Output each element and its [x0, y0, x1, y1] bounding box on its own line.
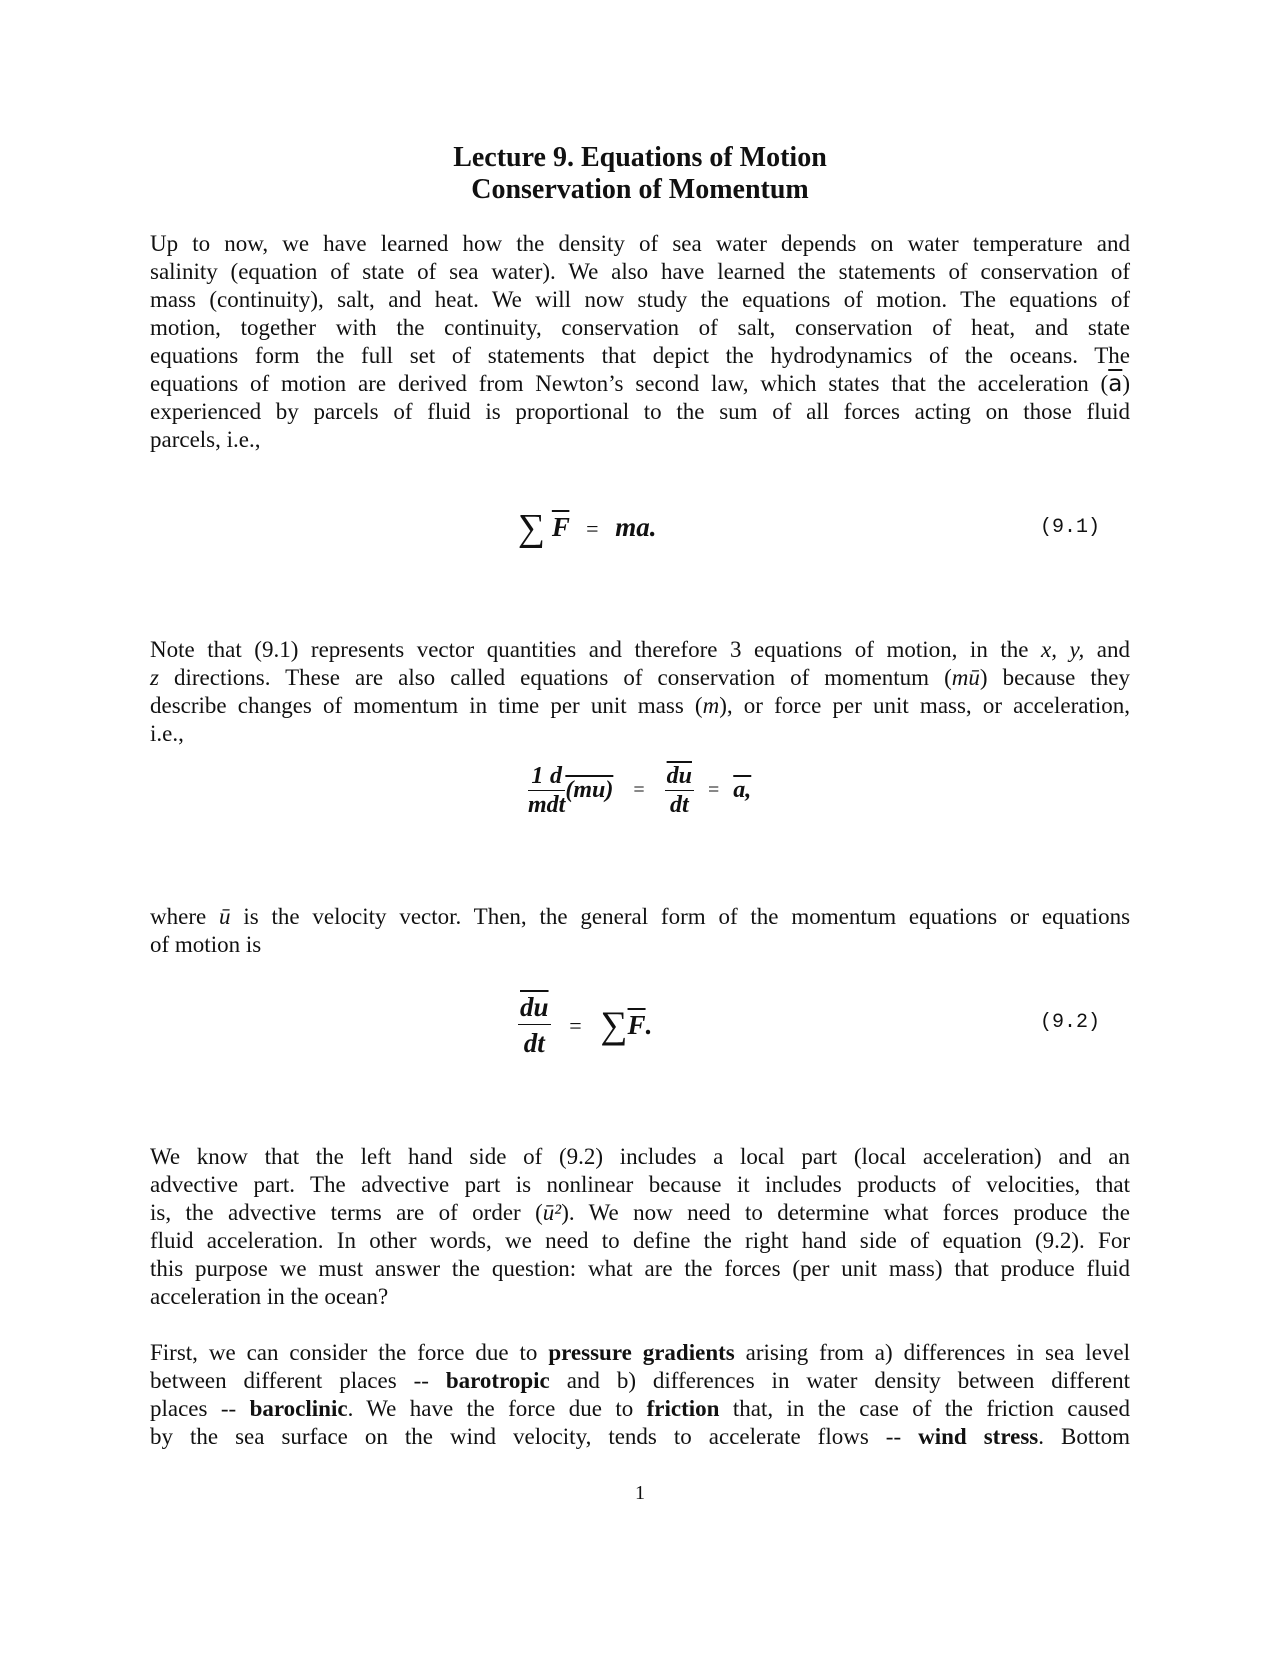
forces-text: . We have the force due to	[347, 1396, 634, 1421]
du-over-dt	[665, 762, 694, 819]
momentum-term: (mu)	[565, 777, 614, 803]
acceleration-symbol: $\overline{a}$	[1108, 371, 1123, 397]
advective-paragraph	[150, 1143, 1130, 1311]
note-text: i.e.,	[150, 721, 184, 746]
page-number: 1	[635, 1482, 645, 1504]
equation-number-9-1: (9.1)	[1040, 516, 1101, 539]
note-text: ), or force per unit mass, or acceleration,	[719, 693, 1130, 718]
equals-sign: =	[586, 516, 599, 541]
equation-9-1	[518, 506, 657, 550]
intro-line: mass (continuity), salt, and heat. We will now study the equations of motion. The equations of	[150, 287, 1130, 312]
advective-text: We know that the left hand side of (9.2) includes a local part (local acceleration) and an	[150, 1144, 1130, 1169]
forces-text: places --	[150, 1396, 237, 1421]
advective-text: ). We now need to determine what forces produce the	[561, 1200, 1130, 1225]
term-wind-stress: wind stress	[918, 1424, 1039, 1449]
intro-line: motion, together with the continuity, conservation of salt, conservation of heat, and state	[150, 315, 1130, 340]
mass-acceleration: ma.	[615, 512, 657, 542]
sum-symbol: ∑	[600, 1004, 628, 1047]
note-italic: x, y,	[1041, 637, 1085, 662]
equation-9-2	[518, 990, 652, 1061]
equation-number-9-2: (9.2)	[1040, 1011, 1101, 1034]
advective-text: is, the advective terms are of order (	[150, 1200, 543, 1225]
force-symbol: $\overline{F}$	[627, 1010, 646, 1040]
d-over-dt	[547, 762, 566, 819]
advective-text: fluid acceleration. In other words, we need to define the right hand side of equation (9.2). For	[150, 1228, 1130, 1253]
term-baroclinic: baroclinic	[249, 1396, 348, 1421]
denominator: dt	[523, 1028, 545, 1058]
du-over-dt	[518, 990, 551, 1061]
one-over-m	[528, 762, 547, 819]
equals-sign: =	[633, 779, 645, 801]
intro-line: Up to now, we have learned how the density of sea water depends on water temperature and	[150, 231, 1130, 256]
forces-text: and b) differences in water density between different	[566, 1368, 1131, 1393]
velocity-paragraph	[150, 903, 1130, 959]
numerator: 1	[528, 762, 547, 791]
note-text: directions. These are also called equations of conservation of momentum (	[174, 665, 952, 690]
note-paragraph	[150, 636, 1130, 748]
intro-line: parcels, i.e.,	[150, 427, 261, 452]
period: .	[645, 1010, 653, 1040]
accel-close-paren: )	[1122, 371, 1130, 396]
intro-line: equations of motion are derived from Newton’s second law, which states that the acceleration (	[150, 371, 1109, 396]
momentum-symbol: mū	[951, 665, 980, 690]
forces-paragraph	[150, 1339, 1130, 1451]
note-text: Note that (9.1) represents vector quantities and therefore 3 equations of motion, in the	[150, 637, 1029, 662]
forces-text: that, in the case of the friction caused	[732, 1396, 1130, 1421]
intro-paragraph	[150, 230, 1130, 454]
numerator: $\overline{du}$	[518, 990, 551, 1025]
mass-symbol: m	[702, 693, 720, 718]
momentum-equation	[528, 762, 751, 819]
velocity-text: where	[150, 904, 207, 929]
forces-text: arising from a) differences in sea level	[745, 1340, 1130, 1365]
equals-sign: =	[569, 1012, 582, 1038]
denominator: m	[528, 792, 547, 818]
numerator: d	[547, 762, 566, 791]
numerator: $\overline{du}$	[666, 763, 692, 789]
acceleration-term: a,	[733, 777, 752, 803]
forces-text: by the sea surface on the wind velocity, tends to accelerate flows --	[150, 1424, 902, 1449]
forces-text: between different places --	[150, 1368, 429, 1393]
velocity-text: of motion is	[150, 932, 262, 957]
advective-text: acceleration in the ocean?	[150, 1284, 389, 1309]
forces-text: . Bottom	[1038, 1424, 1130, 1449]
equals-sign: =	[707, 779, 720, 801]
note-text: ) because they	[979, 665, 1131, 690]
lecture-title: Lecture 9. Equations of Motion	[453, 142, 827, 173]
advective-text: this purpose we must answer the question: what are the forces (per unit mass) that produce fluid	[150, 1256, 1130, 1281]
term-pressure-gradients: pressure gradients	[548, 1340, 735, 1365]
note-text: and	[1096, 637, 1131, 662]
velocity-symbol: ū	[219, 904, 231, 929]
intro-line: salinity (equation of state of sea water). We also have learned the statements of conservation of	[150, 259, 1130, 284]
intro-line: equations form the full set of statements that depict the hydrodynamics of the oceans. The	[150, 343, 1130, 368]
forces-text: First, we can consider the force due to	[150, 1340, 538, 1365]
intro-line-accel	[150, 370, 1130, 398]
force-symbol: $\overline{F}$	[551, 512, 570, 542]
term-friction: friction	[646, 1396, 720, 1421]
sum-symbol: ∑	[518, 507, 546, 549]
intro-line: experienced by parcels of fluid is proportional to the sum of all forces acting on those fluid	[150, 399, 1130, 424]
velocity-text: is the velocity vector. Then, the general form of the momentum equations or equations	[243, 904, 1131, 929]
lecture-subtitle: Conservation of Momentum	[471, 174, 809, 205]
note-text: describe changes of momentum in time per unit mass (	[150, 693, 703, 718]
advective-text: advective part. The advective part is nonlinear because it includes products of velocities, that	[150, 1172, 1130, 1197]
denominator: dt	[669, 792, 689, 818]
note-italic: z	[150, 665, 159, 690]
denominator: dt	[546, 792, 566, 818]
velocity-squared: ū²	[542, 1200, 562, 1225]
term-barotropic: barotropic	[445, 1368, 550, 1393]
